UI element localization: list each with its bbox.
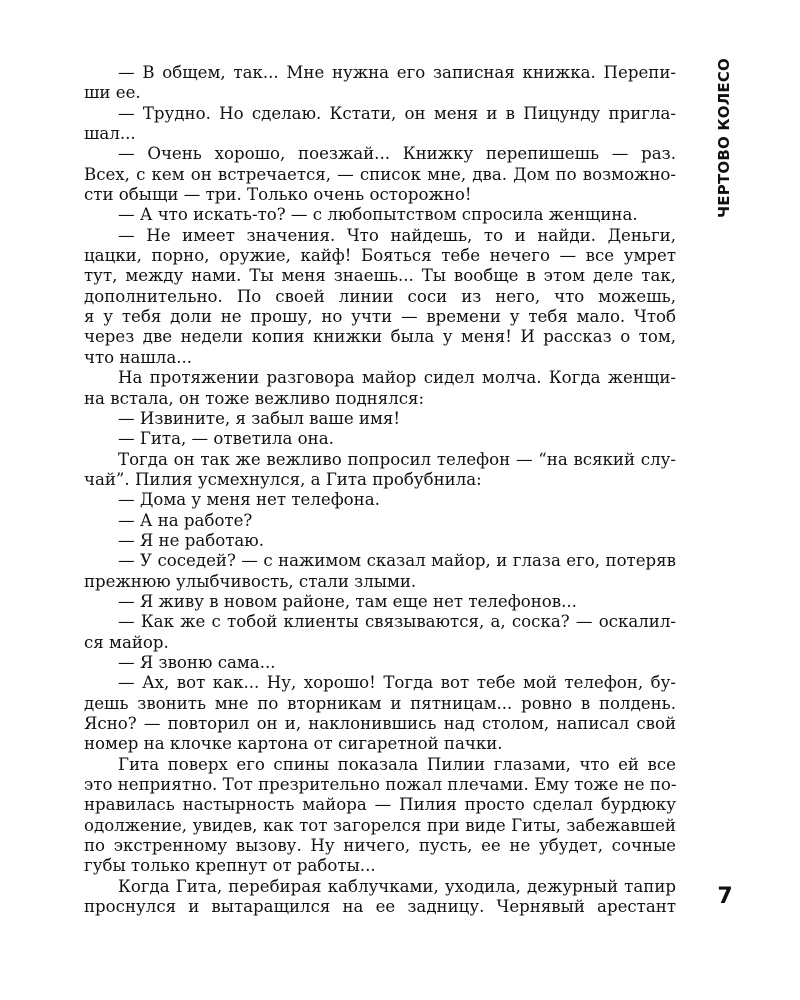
text-line: нравилась настырность майора — Пилия просто сделал бурдюку xyxy=(84,795,676,815)
text-line: — Гита, — ответила она. xyxy=(118,429,334,449)
text-line: — В общем, так... Мне нужна его записная книжка. Перепи- xyxy=(118,63,676,82)
text-line: — У соседей? — с нажимом сказал майор, и глаза его, потеряв xyxy=(118,551,676,571)
text-line: дешь звонить мне по вторникам и пятницам... ровно в полдень. xyxy=(84,693,676,713)
text-line: одолжение, увидев, как тот загорелся при виде Гиты, забежавшей xyxy=(84,815,676,835)
text-line: шал... xyxy=(84,124,136,144)
text-line: сти обыщи — три. Только очень осторожно! xyxy=(84,185,472,205)
text-line: — Ах, вот как... Ну, хорошо! Тогда вот тебе мой телефон, бу- xyxy=(118,673,676,693)
text-line: — Я не работаю. xyxy=(118,530,264,550)
text-line: прежнюю улыбчивость, стали злыми. xyxy=(84,571,417,591)
text-line: — Дома у меня нет телефона. xyxy=(118,490,380,510)
running-head xyxy=(713,57,735,219)
text-line: — А на работе? xyxy=(118,510,253,530)
text-line: Гита поверх его спины показала Пилии глазами, что ей все xyxy=(118,754,676,774)
text-line: — Извините, я забыл ваше имя! xyxy=(118,408,401,428)
text-line: Когда Гита, перебирая каблучками, уходила, дежурный тапир xyxy=(118,876,676,896)
text-line: ся майор. xyxy=(84,632,169,652)
text-line: дополнительно. По своей линии соси из него, что можешь, xyxy=(84,286,676,306)
text-line: — Трудно. Но сделаю. Кстати, он меня и в Пицунду пригла- xyxy=(118,103,676,123)
running-head-title: ЧЕРТОВО КОЛЕСО xyxy=(715,57,733,219)
text-line: тут, между нами. Ты меня знаешь... Ты вообще в этом деле так, xyxy=(84,266,676,286)
text-line: Тогда он так же вежливо попросил телефон — “на всякий слу- xyxy=(118,449,676,469)
text-line: — Я звоню сама... xyxy=(118,652,276,672)
text-line: я у тебя доли не прошу, но учти — времени у тебя мало. Чтоб xyxy=(84,307,676,327)
text-line: через две недели копия книжки была у меня! И рассказ о том, xyxy=(84,327,676,347)
text-line: номер на клочке картона от сигаретной пачки. xyxy=(84,734,503,754)
text-line: на встала, он тоже вежливо поднялся: xyxy=(84,388,425,408)
text-line: по экстренному вызову. Ну ничего, пусть, ее не убудет, сочные xyxy=(84,836,676,856)
text-line: Ясно? — повторил он и, наклонившись над столом, написал свой xyxy=(84,714,676,733)
text-line: — А что искать-то? — с любопытством спросила женщина. xyxy=(118,205,638,225)
text-line: — Очень хорошо, поезжай... Книжку перепишешь — раз. xyxy=(118,144,676,164)
text-line: проснулся и вытаращился на ее задницу. Чернявый арестант xyxy=(84,897,676,917)
text-line: это неприятно. Тот презрительно пожал плечами. Ему тоже не по- xyxy=(84,775,677,795)
text-line: что нашла... xyxy=(84,347,193,367)
page-number: 7 xyxy=(717,884,733,909)
text-line: чай”. Пилия усмехнулся, а Гита пробубнила: xyxy=(84,469,482,489)
text-line: — Как же с тобой клиенты связываются, а, соска? — оскалил- xyxy=(118,612,676,632)
text-line: ши ее. xyxy=(84,83,141,103)
text-line: Всех, с кем он встречается, — список мне, два. Дом по возможно- xyxy=(84,164,676,184)
text-line: — Не имеет значения. Что найдешь, то и найди. Деньги, xyxy=(118,225,676,245)
text-line: На протяжении разговора майор сидел молча. Когда женщи- xyxy=(118,368,676,388)
text-line: губы только крепнут от работы... xyxy=(84,856,376,876)
text-line: цацки, порно, оружие, кайф! Бояться тебе нечего — все умрет xyxy=(84,246,676,266)
body-text xyxy=(84,63,676,917)
text-line: — Я живу в новом районе, там еще нет телефонов... xyxy=(118,591,577,611)
